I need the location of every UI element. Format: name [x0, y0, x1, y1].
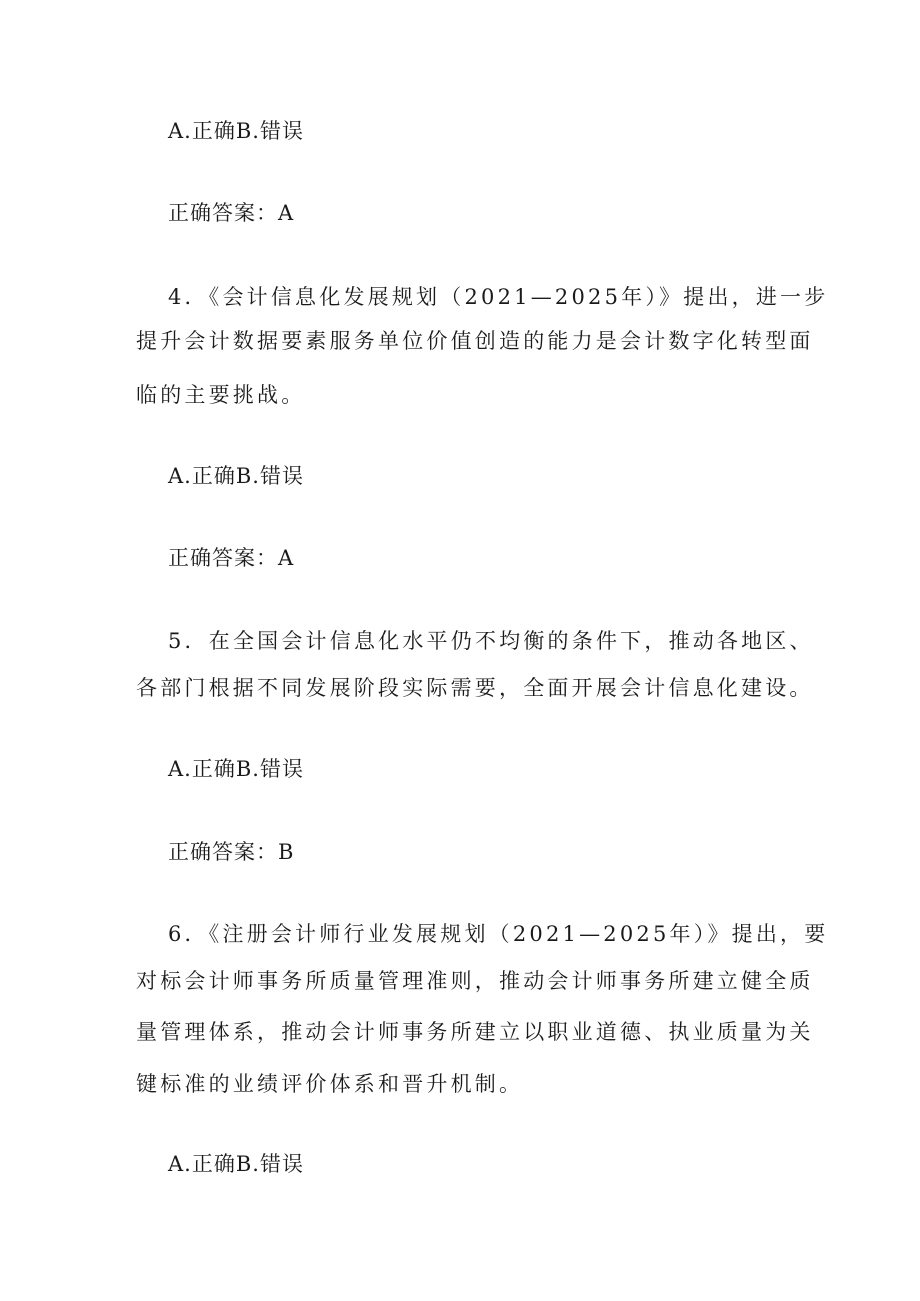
question-line: 5．在全国会计信息化水平仍不均衡的条件下，推动各地区、: [168, 629, 814, 653]
question-line: 键标准的业绩评价体系和晋升机制。: [136, 1072, 524, 1096]
question-line: 提升会计数据要素服务单位价值创造的能力是会计数字化转型面: [136, 329, 814, 353]
question-line: 对标会计师事务所质量管理准则，推动会计师事务所建立健全质: [136, 969, 814, 993]
question-line: 量管理体系，推动会计师事务所建立以职业道德、执业质量为关: [136, 1020, 814, 1044]
question-line: 6．《注册会计师行业发展规划（2021—2025年）》提出，要: [168, 922, 829, 946]
options-line: A.正确B.错误: [168, 1152, 304, 1176]
question-line: 临的主要挑战。: [136, 383, 306, 407]
options-line: A.正确B.错误: [168, 119, 304, 143]
question-line: 4．《会计信息化发展规划（2021—2025年）》提出，进一步: [168, 285, 829, 309]
question-line: 各部门根据不同发展阶段实际需要，全面开展会计信息化建设。: [136, 676, 814, 700]
options-line: A.正确B.错误: [168, 757, 304, 781]
answer-line: 正确答案：A: [168, 201, 295, 225]
options-line: A.正确B.错误: [168, 464, 304, 488]
answer-line: 正确答案：A: [168, 546, 295, 570]
answer-line: 正确答案：B: [168, 840, 295, 864]
